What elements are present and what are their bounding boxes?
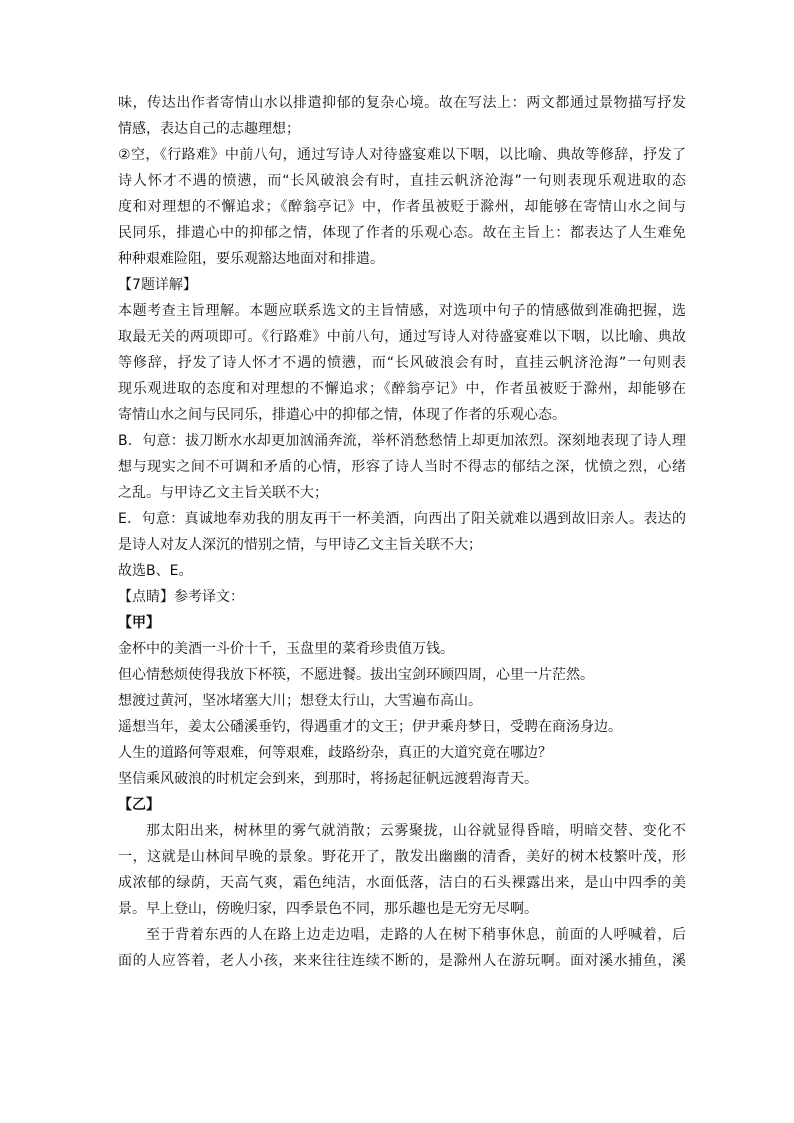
text-line: 本题考查主旨理解。本题应联系选文的主旨情感，对选项中句子的情感做到准确把握，选 <box>118 303 686 319</box>
text-line: 景。早上登山，傍晚归家，四季景色不同，那乐趣也是无穷无尽啊。 <box>118 901 538 917</box>
text-line: 成浓郁的绿荫，天高气爽，霜色纯洁，水面低落，洁白的石头裸露出来，是山中四季的美 <box>118 875 686 891</box>
text-line: 是诗人对友人深沉的惜别之情，与甲诗乙文主旨关联不大； <box>118 537 482 553</box>
text-line: 那太阳出来，树林里的雾气就消散；云雾聚拢，山谷就显得昏暗，明暗交替、变化不 <box>146 823 686 839</box>
section-header: 【甲】 <box>118 615 160 631</box>
text-line: 寄情山水之间与民同乐，排遣心中的抑郁之情，体现了作者的乐观心态。 <box>118 407 566 423</box>
text-line: 坚信乘风破浪的时机定会到来，到那时，将扬起征帆远渡碧海青天。 <box>118 771 538 787</box>
text-line: 但心情愁烦使得我放下杯筷，不愿进餐。拔出宝剑环顾四周，心里一片茫然。 <box>118 667 594 683</box>
text-line: 等修辞，抒发了诗人怀才不遇的愤懑，而“长风破浪会有时，直挂云帆济沧海”一句则表 <box>118 355 686 371</box>
text-line: 诗人怀才不遇的愤懑，而“长风破浪会有时，直挂云帆济沧海”一句则表现乐观进取的态 <box>118 173 686 189</box>
text-line: B．句意：拔刀断水水却更加汹涌奔流，举杯消愁愁情上却更加浓烈。深刻地表现了诗人理 <box>118 433 686 449</box>
text-line: 一，这就是山林间早晚的景象。野花开了，散发出幽幽的清香，美好的树木枝繁叶茂，形 <box>118 849 686 865</box>
text-line: ②空，《行路难》中前八句，通过写诗人对待盛宴难以下咽，以比喻、典故等修辞，抒发了 <box>118 147 686 163</box>
text-line: 人生的道路何等艰难，何等艰难，歧路纷杂，真正的大道究竟在哪边？ <box>118 745 552 761</box>
text-line: 现乐观进取的态度和对理想的不懈追求；《醉翁亭记》中，作者虽被贬于滁州，却能够在 <box>118 381 686 397</box>
text-line: 取最无关的两项即可。《行路难》中前八句，通过写诗人对待盛宴难以下咽，以比喻、典故 <box>118 329 686 345</box>
text-line: 至于背着东西的人在路上边走边唱，走路的人在树下稍事休息，前面的人呼喊着，后 <box>146 927 686 943</box>
text-line: 遥想当年，姜太公磻溪垂钓，得遇重才的文王；伊尹乘舟梦日，受聘在商汤身边。 <box>118 719 622 735</box>
text-line: 面的人应答着，老人小孩，来来往往连续不断的，是滁州人在游玩啊。面对溪水捕鱼，溪 <box>118 953 686 969</box>
text-line: 故选B、E。 <box>118 563 193 579</box>
text-line: 度和对理想的不懈追求；《醉翁亭记》中，作者虽被贬于滁州，却能够在寄情山水之间与 <box>118 199 686 215</box>
section-header: 【乙】 <box>118 797 160 813</box>
text-line: 【点睛】参考译文： <box>118 589 244 605</box>
text-line: 金杯中的美酒一斗价十千，玉盘里的菜肴珍贵值万钱。 <box>118 641 454 657</box>
text-line: E．句意：真诚地奉劝我的朋友再干一杯美酒，向西出了阳关就难以遇到故旧亲人。表达的 <box>118 511 686 527</box>
document-page <box>118 90 686 974</box>
text-line: 想渡过黄河，坚冰堵塞大川；想登太行山，大雪遍布高山。 <box>118 693 482 709</box>
text-line: 味，传达出作者寄情山水以排遣抑郁的复杂心境。故在写法上：两文都通过景物描写抒发 <box>118 95 686 111</box>
text-line: 【7题详解】 <box>118 277 197 293</box>
text-line: 民同乐，排遣心中的抑郁之情，体现了作者的乐观心态。故在主旨上：都表达了人生难免 <box>118 225 686 241</box>
text-line: 之乱。与甲诗乙文主旨关联不大； <box>118 485 328 501</box>
text-line: 情感，表达自己的志趣理想； <box>118 121 300 137</box>
text-line: 种种艰难险阻，要乐观豁达地面对和排遣。 <box>118 251 384 267</box>
text-line: 想与现实之间不可调和矛盾的心情，形容了诗人当时不得志的郁结之深，忧愤之烈，心绪 <box>118 459 686 475</box>
